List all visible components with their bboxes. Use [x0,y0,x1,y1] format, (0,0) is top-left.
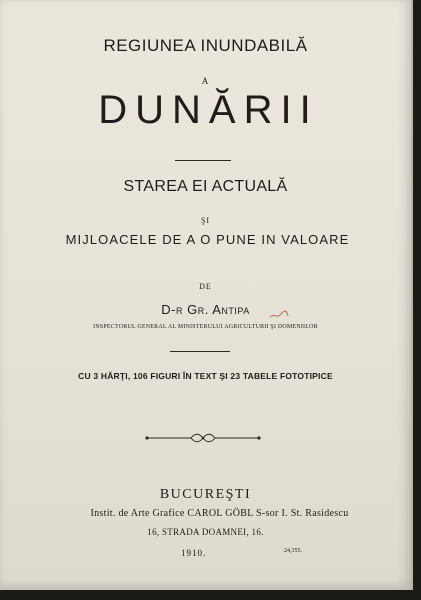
pen-mark-icon [268,308,290,322]
by-connector: DE [199,282,212,291]
imprint-publisher: Instit. de Arte Grafice CAROL GÖBL S-sor I. St. Rasidescu [90,508,349,519]
imprint-city: BUCUREŞTI [159,487,252,502]
contents-note: CU 3 HĂRŢI, 106 FIGURI ÎN TEXT ŞI 23 TABELE FOTOTIPICE [78,371,333,381]
subtitle-line-2: MIJLOACELE DE A O PUNE IN VALOARE [65,232,350,247]
author-name: D-r Gr. Antipa [161,302,250,317]
title-connector: A [201,76,210,86]
main-title: DUNĂRII [98,88,319,132]
imprint-year: 1910. [181,548,207,558]
title-line-1: REGIUNEA INUNDABILĂ [103,36,308,55]
title-divider-rule [175,160,231,161]
author-divider-rule [170,351,230,352]
subtitle-line-1: STAREA EI ACTUALĂ [123,178,288,195]
imprint-address: 16, STRADA DOAMNEI, 16. [147,527,264,537]
ornament-divider-icon [143,431,263,445]
imprint-print-number: 24,355. [284,548,302,554]
subtitle-connector: ŞI [200,216,211,225]
author-position: INSPECTORUL GENERAL AL MINISTERULUI AGRICULTURII ŞI DOMENIILOR [93,324,318,330]
